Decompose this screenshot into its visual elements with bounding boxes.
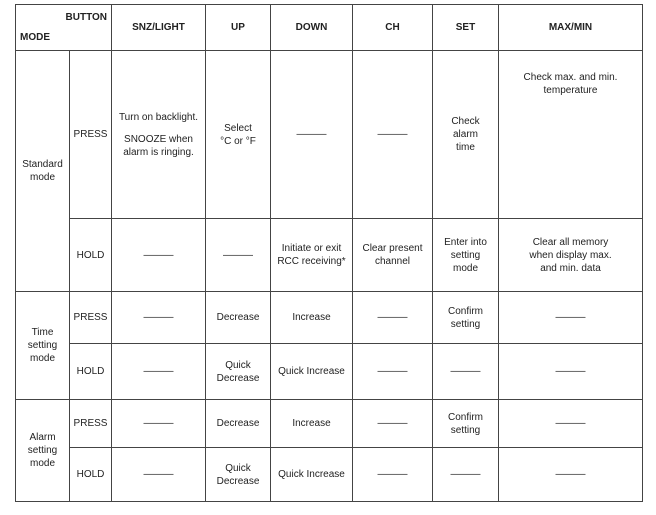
- cell-alarm-hold-set: ———: [433, 448, 499, 502]
- cell-standard-hold-ch: Clear present channel: [353, 219, 433, 292]
- cell-alarm-press-snz: ———: [112, 400, 206, 448]
- header-mode-label: MODE: [20, 32, 50, 43]
- col-header-set: SET: [433, 5, 499, 51]
- cell-time-hold-maxmin: ———: [499, 344, 643, 400]
- cell-standard-hold-maxmin: Clear all memory when display max. and min. data: [499, 219, 643, 292]
- cell-alarm-hold-up: Quick Decrease: [206, 448, 271, 502]
- action-press: PRESS: [70, 292, 112, 344]
- cell-time-hold-down: Quick Increase: [271, 344, 353, 400]
- col-header-max-min: MAX/MIN: [499, 5, 643, 51]
- cell-alarm-hold-snz: ———: [112, 448, 206, 502]
- mode-time-setting: Time setting mode: [16, 292, 70, 400]
- cell-time-press-maxmin: ———: [499, 292, 643, 344]
- cell-alarm-press-maxmin: ———: [499, 400, 643, 448]
- cell-standard-hold-set: Enter into setting mode: [433, 219, 499, 292]
- table-row: [16, 448, 643, 502]
- cell-time-press-down: Increase: [271, 292, 353, 344]
- table-row: [16, 51, 643, 219]
- cell-standard-press-up: Select °C or °F: [206, 51, 271, 219]
- cell-alarm-hold-ch: ———: [353, 448, 433, 502]
- cell-alarm-hold-maxmin: ———: [499, 448, 643, 502]
- col-header-down: DOWN: [271, 5, 353, 51]
- col-header-snz-light: SNZ/LIGHT: [112, 5, 206, 51]
- mode-standard: Standard mode: [16, 51, 70, 292]
- col-header-up: UP: [206, 5, 271, 51]
- table-row: [16, 344, 643, 400]
- cell-standard-press-ch: ———: [353, 51, 433, 219]
- cell-time-press-ch: ———: [353, 292, 433, 344]
- action-hold: HOLD: [70, 219, 112, 292]
- action-press: PRESS: [70, 400, 112, 448]
- cell-time-hold-ch: ———: [353, 344, 433, 400]
- table-row: [16, 400, 643, 448]
- cell-time-hold-up: Quick Decrease: [206, 344, 271, 400]
- mode-alarm-setting: Alarm setting mode: [16, 400, 70, 502]
- standard-press-snz-text-2: SNOOZE when alarm is ringing.: [123, 133, 194, 158]
- table-row: [16, 292, 643, 344]
- cell-time-hold-snz: ———: [112, 344, 206, 400]
- cell-time-hold-set: ———: [433, 344, 499, 400]
- cell-time-press-snz: ———: [112, 292, 206, 344]
- col-header-ch: CH: [353, 5, 433, 51]
- cell-standard-press-set: Check alarm time: [433, 51, 499, 219]
- cell-alarm-press-up: Decrease: [206, 400, 271, 448]
- cell-standard-press-maxmin: Check max. and min. temperature: [499, 51, 643, 219]
- cell-time-press-set: Confirm setting: [433, 292, 499, 344]
- cell-alarm-hold-down: Quick Increase: [271, 448, 353, 502]
- standard-press-snz-text-1: Turn on backlight.: [118, 111, 199, 123]
- header-corner: [16, 5, 112, 51]
- cell-alarm-press-set: Confirm setting: [433, 400, 499, 448]
- action-hold: HOLD: [70, 448, 112, 502]
- cell-standard-hold-up: ———: [206, 219, 271, 292]
- action-hold: HOLD: [70, 344, 112, 400]
- cell-time-press-up: Decrease: [206, 292, 271, 344]
- cell-standard-press-snz: [112, 51, 206, 219]
- cell-standard-hold-snz: ———: [112, 219, 206, 292]
- cell-alarm-press-down: Increase: [271, 400, 353, 448]
- button-function-table: [15, 4, 643, 502]
- cell-standard-hold-down: Initiate or exit RCC receiving*: [271, 219, 353, 292]
- cell-standard-press-down: ———: [271, 51, 353, 219]
- action-press: PRESS: [70, 51, 112, 219]
- header-button-label: BUTTON: [65, 12, 107, 23]
- cell-alarm-press-ch: ———: [353, 400, 433, 448]
- table-row: [16, 219, 643, 292]
